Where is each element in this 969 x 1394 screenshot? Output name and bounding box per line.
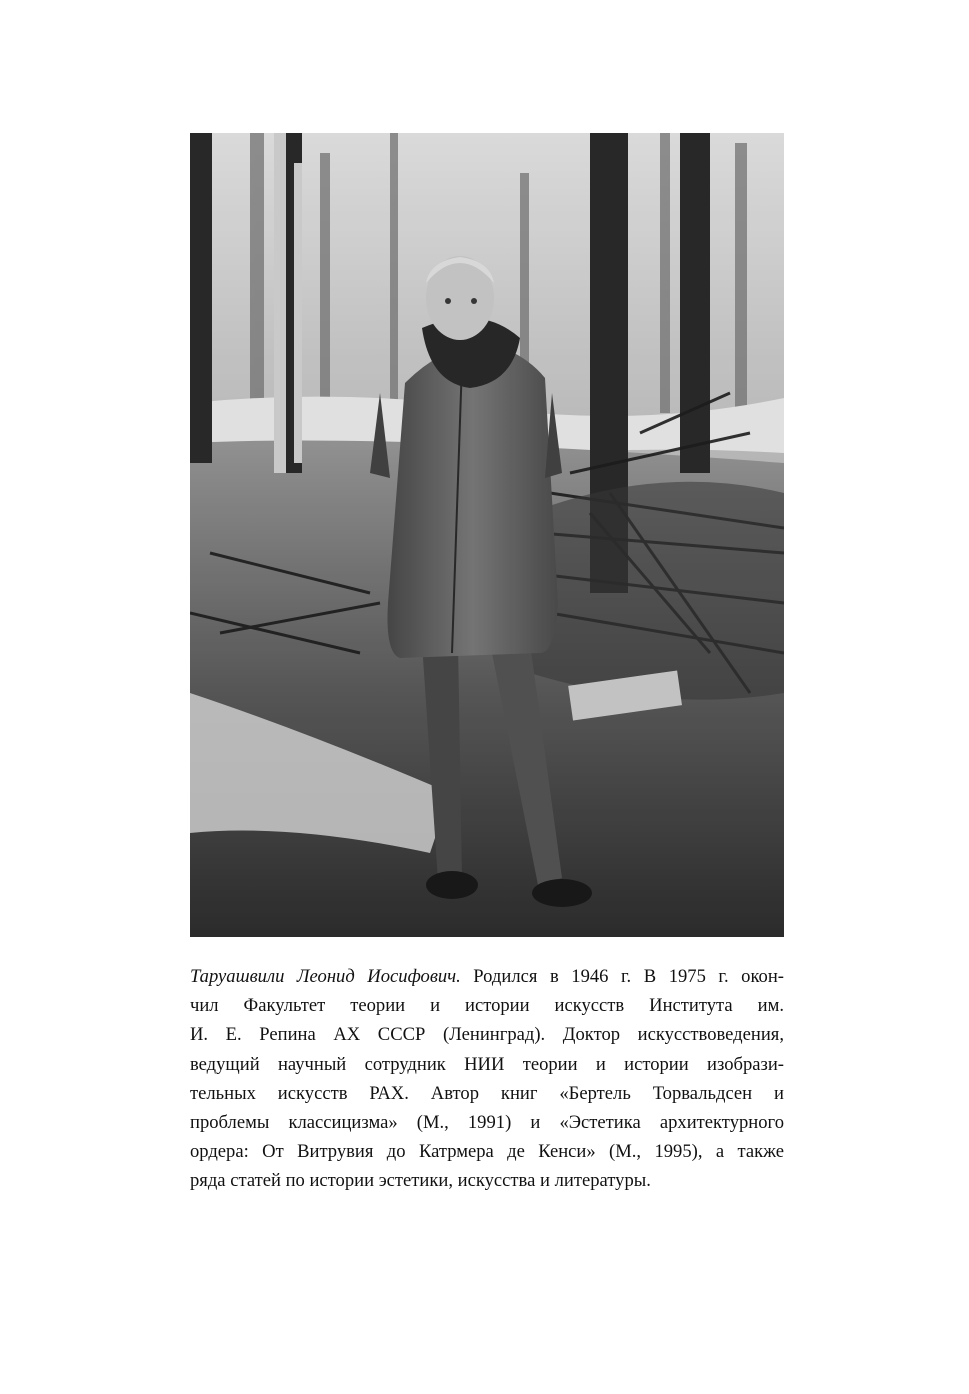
caption-line-1 [190,962,784,991]
forest-scene-image [190,133,784,937]
portrait-photo [190,133,784,937]
caption-line-6: проблемы классицизма» (М., 1991) и «Эстетика архитектурного [190,1112,784,1134]
caption-line-2: чил Факультет теории и истории искусств Института им. [190,995,784,1017]
caption-line-3: И. Е. Репина АХ СССР (Ленинград). Доктор искусствоведения, [190,1024,784,1046]
caption-line-7: ордера: От Витрувия до Катрмера де Кенси» (М., 1995), а также [190,1141,784,1163]
caption-line-4: ведущий научный сотрудник НИИ теории и истории изобрази- [190,1053,784,1075]
caption-line-5: тельных искусств РАХ. Автор книг «Бертель Торвальдсен и [190,1082,784,1104]
biography-caption [190,962,784,1196]
caption-line-1-text: Родился в 1946 г. В 1975 г. окон- [460,966,784,987]
author-name: Таруашвили Леонид Иосифович. [190,966,461,987]
caption-line-8: ряда статей по истории эстетики, искусства и литературы. [190,1170,651,1192]
